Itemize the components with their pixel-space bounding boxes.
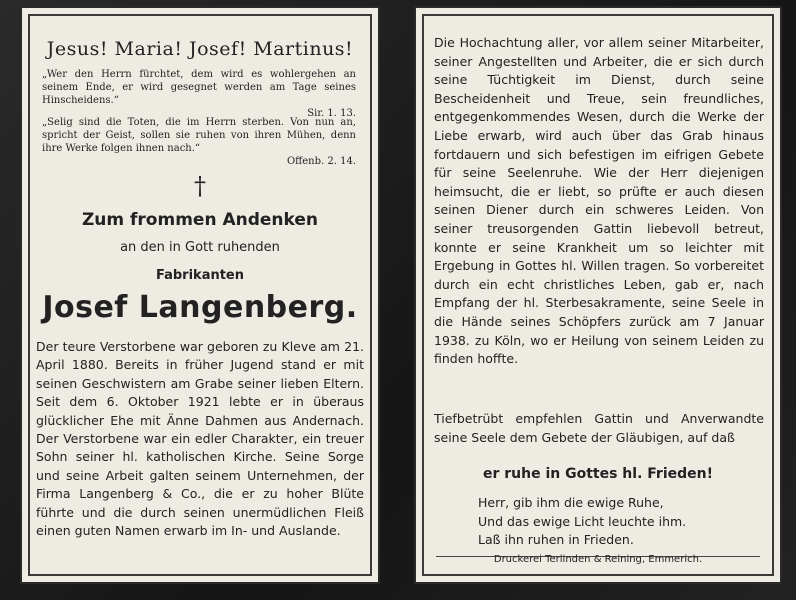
memorial-subheading: an den in Gott ruhenden — [120, 240, 280, 255]
quote-1-reference: Sir. 1. 13. — [307, 108, 356, 119]
prayer-line: Laß ihn ruhen in Frieden. — [478, 532, 634, 547]
quote-1-text: „Wer den Herrn fürchtet, dem wird es wohlergehen an seinem Ende, er wird gesegnet werden am Tage seines Hinscheidens.“ — [42, 69, 356, 106]
scripture-quote-1 — [42, 68, 356, 120]
motto: Jesus! Maria! Josef! Martinus! — [46, 38, 354, 60]
scripture-quote-2 — [42, 116, 356, 168]
printer-credit: Druckerei Terlinden & Reining, Emmerich. — [493, 554, 703, 565]
cross-icon: † — [194, 172, 206, 200]
tribute-text: Die Hochachtung aller, vor allem seiner Mitarbeiter, seiner Angestellten und Arbeiter, die er sich durch seine Tüchtigkeit im Dienst, durch seine Bescheidenheit und Treue, sein freundliches, entgegenkommendes Wesen, durch die Werke der Liebe erwarb, wird auch über das Grab hinaus fortdauern und sich befestigen im eifrigen Gebete für seine Seelenruhe. Wie der Herr diejenigen heimsucht, die er liebt, so prüfte er auch diesen seinen Diener durch ein schweres Leiden. Von seiner treusorgenden Gattin liebevoll betreut, konnte er seine Krankheit um so leichter mit Ergebung in Gottes hl. Willen tragen. So vorbereitet durch ein echt christliches Leben, gab er, nach Empfang der hl. Sterbesakramente, seine Seele in die Hände seines Schöpfers zurück am 7 Januar 1938. zu Köln, wo er Heilung von seinem Leiden zu finden hoffte. — [434, 35, 764, 367]
quote-2-reference: Offenb. 2. 14. — [286, 156, 356, 167]
quote-2-text: „Selig sind die Toten, die im Herrn sterben. Von nun an, spricht der Geist, sollen sie ruhen von ihren Mühen, denn ihre Werke folgen ihnen nach.“ — [42, 117, 356, 154]
prayer — [478, 494, 686, 550]
occupation: Fabrikanten — [155, 268, 245, 283]
recommendation-text: Tiefbetrübt empfehlen Gattin und Anverwandte seine Seele dem Gebete der Gläubigen, auf daß — [434, 411, 764, 445]
memorial-card-back — [414, 6, 782, 584]
prayer-line: Und das ewige Licht leuchte ihm. — [478, 513, 687, 529]
prayer-line: Herr, gib ihm die ewige Ruhe, — [478, 495, 664, 510]
biography-text: Der teure Verstorbene war geboren zu Kleve am 21. April 1880. Bereits in früher Jugend stand er mit seinen Geschwistern am Grabe seiner lieben Eltern. Seit dem 6. Oktober 1921 lebte er in überaus glücklicher Ehe mit Änne Dahmen aus Andernach. Der Verstorbene war ein edler Charakter, ein treuer Sohn seiner hl. katholischen Kirche. Seine Sorge und seine Arbeit galten seinem Unternehmen, der Firma Langenberg & Co., die er zu hoher Blüte führte und die durch seinen unermüdlichen Fleiß einen guten Namen erwarb im In- und Auslande. — [36, 339, 364, 539]
blessing-line: er ruhe in Gottes hl. Frieden! — [482, 466, 713, 482]
memorial-card-front — [20, 6, 380, 584]
deceased-name: Josef Langenberg. — [42, 290, 358, 325]
memorial-heading: Zum frommen Andenken — [81, 210, 319, 230]
